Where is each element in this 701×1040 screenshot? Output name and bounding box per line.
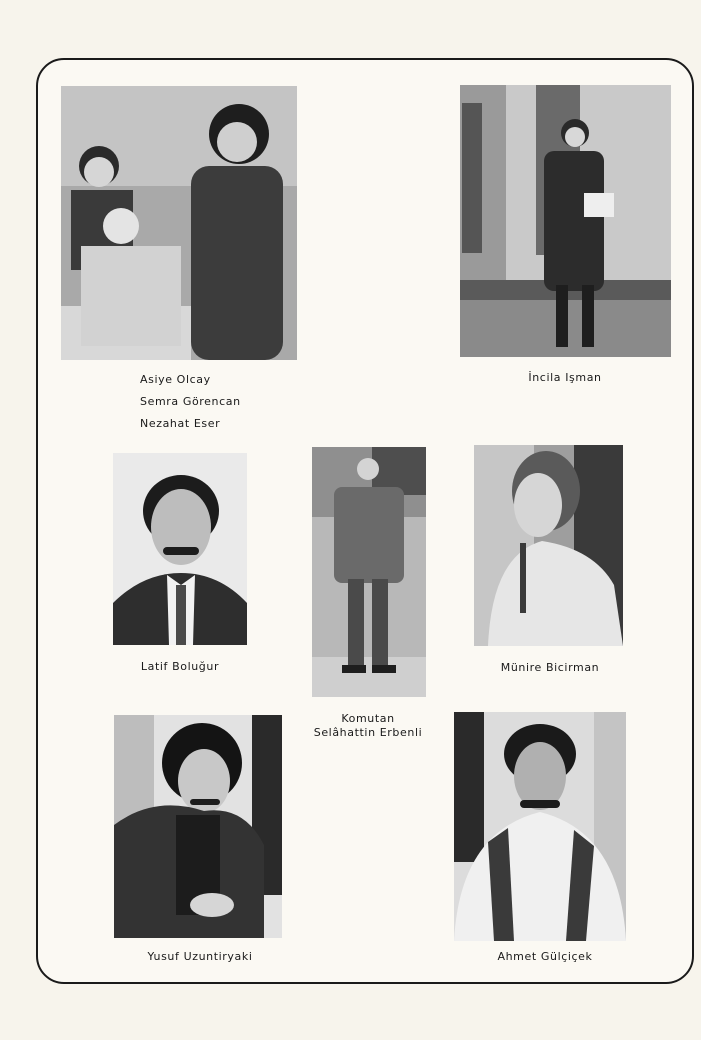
caption-munire-bicirman: Münire Bicirman [500, 661, 600, 674]
photo-munire-bicirman [474, 445, 623, 646]
caption-komutan-selahattin-erbenli [300, 712, 436, 740]
caption-name-erbenli: Selâhattin Erbenli [313, 726, 423, 739]
photo-yusuf-uzuntiryaki [114, 715, 282, 938]
caption-group-three-women [140, 369, 241, 435]
photo-ahmet-gulcicek [454, 712, 626, 941]
caption-yusuf-uzuntiryaki: Yusuf Uzuntiryaki [147, 950, 253, 963]
caption-name-3: Nezahat Eser [140, 417, 221, 430]
caption-ahmet-gulcicek: Ahmet Gülçiçek [497, 950, 593, 963]
caption-incila-isman: İncila Işman [528, 371, 602, 384]
caption-latif-bolugur: Latif Boluğur [140, 660, 220, 673]
photo-incila-isman [460, 85, 671, 357]
caption-name-1: Asiye Olcay [140, 373, 211, 386]
photo-group-three-women [61, 86, 297, 360]
caption-title-komutan: Komutan [341, 712, 395, 725]
photo-komutan-selahattin-erbenli [312, 447, 426, 697]
caption-name-2: Semra Görencan [140, 395, 241, 408]
photo-latif-bolugur [113, 453, 247, 645]
